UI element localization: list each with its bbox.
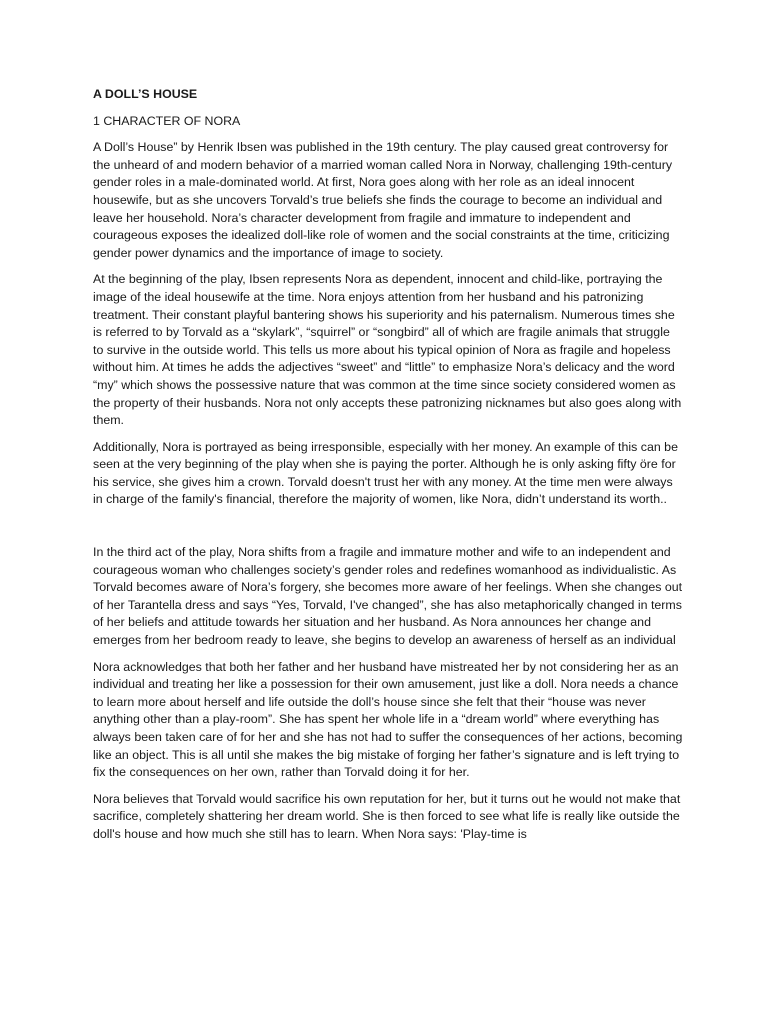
paragraph-third-act: In the third act of the play, Nora shifts from a fragile and immature mother and wife to an independent and courageous woman who challenges society’s gender roles and redefines womanhood as individualistic. As Torvald becomes aware of Nora’s forgery, she becomes more aware of her feelings. When she changes out of her Tarantella dress and says “Yes, Torvald, I've changed”, she has also metaphorically changed in terms of her beliefs and attitude towards her situation and her husband. As Nora announces her change and emerges from her bedroom ready to leave, she begins to develop an awareness of herself as an individual (93, 545, 683, 648)
paragraph-dependent-nora: At the beginning of the play, Ibsen represents Nora as dependent, innocent and child-like, portraying the image of the ideal housewife at the time. Nora enjoys attention from her husband and his patronizing treatment. Their constant playful bantering shows his superiority and his paternalism. Numerous times she is referred to by Torvald as a “skylark”, “squirrel” or “songbird” all of which are fragile animals that struggle to survive in the outside world. This tells us more about his typical opinion of Nora as fragile and hopeless without him. At times he adds the adjectives “sweet” and “little” to emphasize Nora’s delicacy and the word “my” which shows the possessive nature that was common at the time since society considered women as the property of their husbands. Nora not only accepts these patronizing nicknames but also goes along with them. (93, 272, 682, 428)
paragraph-dream-world: Nora believes that Torvald would sacrifice his own reputation for her, but it turns out he would not make that sacrifice, completely shattering her dream world. She is then forced to see what life is really like outside the doll's house and how much she still has to learn. When Nora says: 'Play-time is (93, 791, 681, 841)
paragraph-mistreatment: Nora acknowledges that both her father and her husband have mistreated her by not considering her as an individual and treating her like a possession for their own amusement, just like a doll. Nora needs a chance to learn more about herself and life outside the doll’s house since she felt that their “house was never anything other than a play-room”. She has spent her whole life in a “dream world” where everything has always been taken care of for her and she has not had to suffer the consequences of her actions, becoming like an object. This is all until she makes the big mistake of forging her father’s signature and is left trying to fix the consequences on her own, rather than Torvald doing it for her. (93, 659, 683, 780)
paragraph-gap (93, 518, 683, 544)
section-heading: 1 CHARACTER OF NORA (93, 113, 241, 128)
document-body (93, 86, 683, 853)
paragraph-irresponsible-nora: Additionally, Nora is portrayed as being irresponsible, especially with her money. An example of this can be seen at the very beginning of the play when she is paying the porter. Although he is only asking fifty öre for his service, she gives him a crown. Torvald doesn't trust her with any money. At the time men were always in charge of the family's financial, therefore the majority of women, like Nora, didn’t understand its worth.. (93, 439, 678, 507)
document-title: A DOLL’S HOUSE (93, 87, 198, 101)
paragraph-intro: A Doll’s House” by Henrik Ibsen was published in the 19th century. The play caused great controversy for the unheard of and modern behavior of a married woman called Nora in Norway, challenging 19th-century gender roles in a male-dominated world. At first, Nora goes along with her role as an ideal innocent housewife, but as she uncovers Torvald’s true beliefs she finds the courage to become an individual and leave her household. Nora’s character development from fragile and immature to independent and courageous exposes the idealized doll-like role of women and the social constraints at the time, criticizing gender power dynamics and the importance of image to society. (93, 140, 673, 260)
